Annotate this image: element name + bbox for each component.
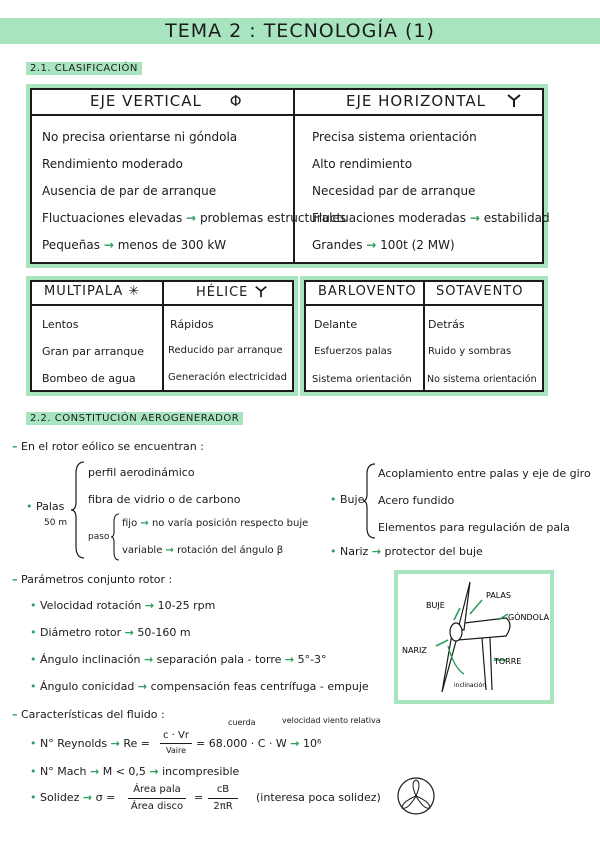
section-heading-clasificacion: 2.1. CLASIFICACIÓN: [26, 62, 142, 75]
arrow-icon: →: [110, 737, 120, 750]
param-row: [30, 653, 327, 666]
hub-shape: [450, 623, 462, 641]
bullet-icon: •: [30, 791, 37, 804]
solidez-denominator: Área disco: [130, 801, 184, 812]
mach-text: N° Mach: [40, 765, 87, 778]
intro-line: [12, 440, 204, 453]
bullet-icon: •: [30, 737, 37, 750]
diagram-label: NARIZ: [402, 646, 427, 655]
arrow-icon: →: [144, 599, 155, 612]
fijo-result: no varía posición respecto buje: [151, 518, 309, 529]
reynolds-label: [30, 737, 150, 750]
solidez-line: [30, 791, 115, 804]
variable-result: rotación del ángulo β: [177, 545, 284, 556]
bullet-icon: •: [330, 545, 337, 558]
size-result: 100t (2 MW): [380, 238, 455, 252]
arrow-icon: →: [140, 518, 149, 529]
bullet-icon: •: [26, 500, 33, 513]
barlovento-item: Sistema orientación: [312, 374, 412, 385]
barlovento-label: BARLOVENTO: [318, 284, 417, 299]
fluct-label: Fluctuaciones moderadas: [312, 211, 466, 225]
solidez-note: (interesa poca solidez): [256, 791, 381, 804]
sotavento-item: Ruido y sombras: [428, 346, 512, 357]
bullet-icon: •: [30, 599, 37, 612]
equals-sign: =: [194, 791, 204, 804]
reynolds-equation: [196, 737, 321, 750]
equals-sign: =: [140, 737, 150, 750]
bullet-icon: •: [330, 493, 337, 506]
mach-line: [30, 765, 239, 778]
reynolds-denominator: Vaire: [165, 746, 186, 755]
arrow-icon: →: [124, 626, 134, 639]
eje-vertical-item: Ausencia de par de arranque: [42, 184, 217, 198]
arrow-icon: →: [149, 765, 159, 778]
helice-header: [196, 284, 268, 300]
param-key: Diámetro rotor: [40, 626, 122, 639]
diagram-label: GÓNDOLA: [508, 613, 550, 622]
eje-vertical-item: [42, 238, 226, 252]
note-velocidad: velocidad viento relativa: [282, 716, 381, 725]
buje-item: Elementos para regulación de pala: [378, 521, 570, 534]
diagram-label: TORRE: [494, 657, 522, 666]
palas-pointer: [470, 600, 482, 614]
nariz-line: [330, 545, 483, 558]
buje-label: Buje: [340, 493, 365, 506]
eje-vertical-header: [90, 92, 243, 110]
eje-horizontal-item: [312, 211, 550, 225]
eje-table-divider: [293, 88, 295, 264]
multipala-header: [44, 284, 140, 299]
paso-brace: [110, 512, 120, 562]
arrow-icon: →: [165, 545, 174, 556]
helice-item: Generación electricidad: [168, 372, 288, 383]
solidez-fraction-line-2: [208, 798, 238, 799]
paso-fijo: [122, 518, 308, 529]
fluct-result: estabilidad: [483, 211, 550, 225]
solidez-numerator-2: cB: [216, 784, 230, 795]
palas-block-label: [26, 500, 64, 513]
buje-item: Acoplamiento entre palas y eje de giro: [378, 467, 591, 480]
diagram-label: BUJE: [426, 601, 445, 610]
sotavento-label: SOTAVENTO: [436, 284, 524, 299]
eje-horizontal-label: EJE HORIZONTAL: [346, 92, 486, 110]
buje-pointer: [454, 608, 460, 620]
orient-divider: [423, 280, 425, 392]
fluid-heading: [12, 708, 165, 721]
diagram-label: inclinación: [454, 682, 487, 689]
bullet-icon: •: [30, 765, 37, 778]
palas-divider: [162, 280, 164, 392]
nariz-label: Nariz: [340, 545, 369, 558]
intro-text: En el rotor eólico se encuentran :: [21, 440, 204, 453]
param-key: Ángulo inclinación: [40, 653, 141, 666]
eje-horizontal-item: Precisa sistema orientación: [312, 130, 477, 144]
param-key: Velocidad rotación: [40, 599, 142, 612]
fluct-label: Fluctuaciones elevadas: [42, 211, 183, 225]
eje-table-header-line: [30, 114, 544, 116]
turbine-diagram: [398, 574, 550, 700]
horizontal-turbine-icon: [506, 92, 522, 108]
arrow-icon: →: [103, 238, 114, 252]
reynolds-numerator: c · Vr: [163, 730, 189, 741]
solidez-denominator-2: 2πR: [213, 801, 233, 812]
solidez-text: Solidez: [40, 791, 80, 804]
arrow-icon: →: [371, 545, 382, 558]
eje-horizontal-header: [346, 92, 522, 110]
eje-horizontal-item: Alto rendimiento: [312, 157, 413, 171]
multipala-item: Gran par arranque: [42, 345, 145, 358]
eje-vertical-label: EJE VERTICAL: [90, 92, 202, 110]
palas-brace: [70, 460, 86, 560]
param-row: [30, 599, 215, 612]
palas-size: 50 m: [44, 518, 68, 528]
helice-icon: [254, 284, 268, 298]
dash-icon: –: [12, 573, 18, 586]
helice-item: Rápidos: [170, 318, 214, 331]
bullet-icon: •: [30, 680, 37, 693]
param-key: Ángulo conicidad: [40, 680, 135, 693]
param-row: [30, 626, 191, 639]
reynolds-result: 10⁶: [302, 737, 322, 750]
param-value: separación pala - torre: [156, 653, 282, 666]
arrow-icon: →: [89, 765, 100, 778]
dash-icon: –: [12, 708, 18, 721]
fluct-result: problemas estructurales: [199, 211, 347, 225]
bullet-icon: •: [30, 626, 37, 639]
mach-expr: M < 0,5: [102, 765, 146, 778]
arrow-icon: →: [284, 653, 295, 666]
paso-label: paso: [88, 532, 110, 542]
arrow-icon: →: [366, 238, 377, 252]
sotavento-item: No sistema orientación: [427, 374, 537, 385]
reynolds-symbol: Re: [123, 737, 138, 750]
multipala-item: Lentos: [42, 318, 79, 331]
param-value: compensación feas centrífuga - empuje: [150, 680, 369, 693]
solidez-fraction-line: [128, 798, 186, 799]
params-heading-text: Parámetros conjunto rotor :: [21, 573, 173, 586]
helice-label: HÉLICE: [196, 285, 249, 300]
paso-variable: [122, 545, 283, 556]
eje-horizontal-item: Necesidad par de arranque: [312, 184, 476, 198]
fijo-label: fijo: [122, 518, 138, 529]
palas-item: perfil aerodinámico: [88, 466, 195, 479]
reynolds-eq: = 68.000 · C · W: [196, 737, 287, 750]
multipala-item: Bombeo de agua: [42, 372, 136, 385]
nariz-pointer: [436, 640, 448, 646]
eje-vertical-item: Rendimiento moderado: [42, 157, 183, 171]
arrow-icon: →: [143, 653, 154, 666]
variable-label: variable: [122, 545, 163, 556]
multipala-icon: ✳: [128, 284, 141, 299]
note-cuerda: cuerda: [228, 718, 256, 727]
mach-result: incompresible: [162, 765, 240, 778]
eje-vertical-item: No precisa orientarse ni góndola: [42, 130, 238, 144]
size-label: Grandes: [312, 238, 363, 252]
barlovento-item: Esfuerzos palas: [314, 346, 392, 357]
fluid-heading-text: Características del fluido :: [21, 708, 165, 721]
page-title: TEMA 2 : TECNOLOGÍA (1): [165, 20, 435, 42]
bullet-icon: •: [30, 653, 37, 666]
dash-icon: –: [12, 440, 18, 453]
helice-item: Reducido par arranque: [168, 345, 283, 356]
equals-sign: =: [106, 791, 116, 804]
barlovento-item: Delante: [314, 318, 358, 331]
solidez-numerator: Área pala: [133, 784, 181, 795]
palas-item: fibra de vidrio o de carbono: [88, 493, 241, 506]
param-value-2: 5°-3°: [297, 653, 327, 666]
buje-block-label: [330, 493, 364, 506]
solidez-symbol: σ: [95, 791, 103, 804]
arrow-icon: →: [469, 211, 480, 225]
param-value: 50-160 m: [137, 626, 191, 639]
rotor-disc-icon: [396, 776, 436, 816]
param-value: 10-25 rpm: [157, 599, 216, 612]
buje-brace: [362, 462, 376, 540]
buje-item: Acero fundido: [378, 494, 455, 507]
arrow-icon: →: [137, 680, 148, 693]
arrow-icon: →: [290, 737, 300, 750]
palas-label: Palas: [36, 500, 65, 513]
param-row: [30, 680, 369, 693]
reynolds-fraction-line: [160, 743, 192, 744]
section-heading-constitucion: 2.2. CONSTITUCIÓN AEROGENERADOR: [26, 412, 243, 425]
size-label: Pequeñas: [42, 238, 101, 252]
params-heading: [12, 573, 172, 586]
multipala-label: MULTIPALA: [44, 284, 124, 299]
sotavento-item: Detrás: [428, 318, 465, 331]
diagram-label: PALAS: [486, 591, 511, 600]
eje-vertical-item: [42, 211, 346, 225]
eje-horizontal-item: [312, 238, 455, 252]
size-result: menos de 300 kW: [117, 238, 227, 252]
reynolds-text: N° Reynolds: [40, 737, 108, 750]
nariz-result: protector del buje: [384, 545, 483, 558]
arrow-icon: →: [186, 211, 197, 225]
arrow-icon: →: [82, 791, 93, 804]
vertical-turbine-icon: Φ: [229, 92, 243, 110]
